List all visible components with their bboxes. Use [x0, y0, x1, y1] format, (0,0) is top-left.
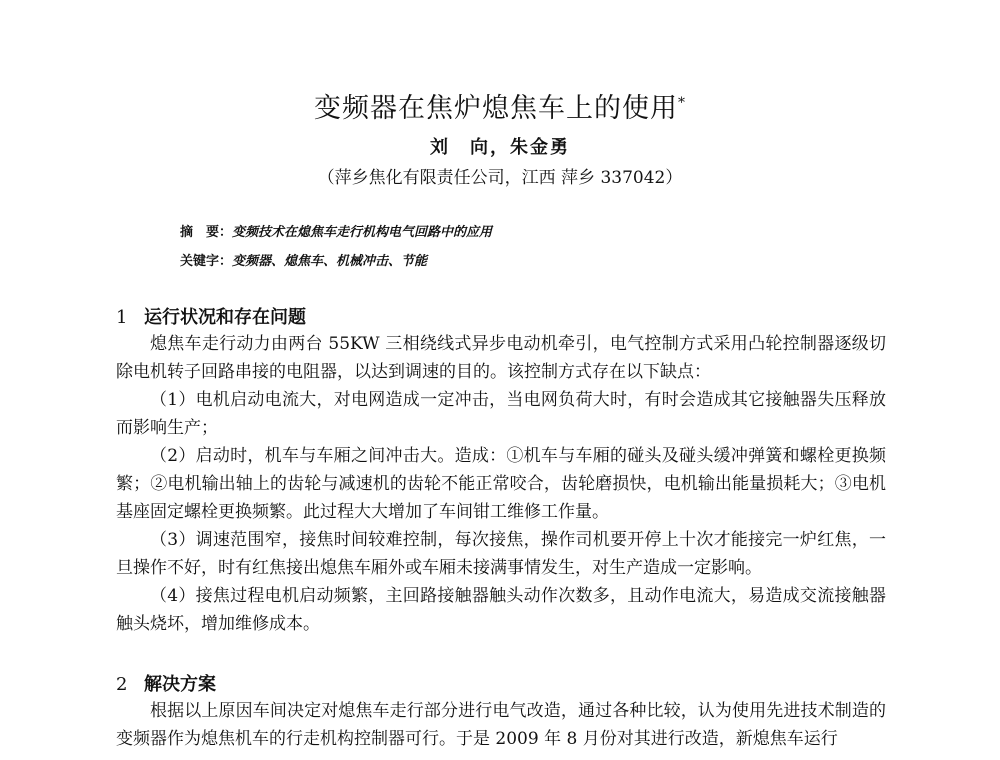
abstract-text: 变频技术在熄焦车走行机构电气回路中的应用: [232, 225, 493, 240]
paragraph: （4）接焦过程电机启动频繁，主回路接触器触头动作次数多，且动作电流大，易造成交流接触器触头烧坏，增加维修成本。: [116, 586, 886, 634]
paragraph: 熄焦车走行动力由两台 55KW 三相绕线式异步电动机牵引，电气控制方式采用凸轮控制器逐级切除电机转子回路串接的电阻器，以达到调速的目的。该控制方式存在以下缺点：: [116, 334, 886, 382]
section-title: 运行状况和存在问题: [144, 307, 306, 328]
keywords: [180, 250, 427, 269]
title-footnote-mark: *: [678, 95, 686, 111]
section-number: 1: [116, 307, 128, 328]
paragraph: （3）调速范围窄，接焦时间较难控制，每次接焦，操作司机要开停上十次才能接完一炉红焦，一旦操作不好，时有红焦接出熄焦车厢外或车厢未接满事情发生，对生产造成一定影响。: [116, 530, 886, 578]
section-heading: [116, 303, 306, 329]
keywords-text: 变频器、熄焦车、机械冲击、节能: [232, 254, 428, 269]
affiliation: （萍乡焦化有限责任公司，江西 萍乡 337042）: [317, 168, 683, 188]
keywords-label: 关键字：: [180, 254, 233, 269]
paragraph: 根据以上原因车间决定对熄焦车走行部分进行电气改造，通过各种比较，认为使用先进技术制造的变频器作为熄焦机车的行走机构控制器可行。于是 2009 年 8 月份对其进行改造，新熄焦车运行: [116, 701, 886, 749]
abstract-label: 摘 要：: [180, 225, 233, 240]
section-title: 解决方案: [144, 674, 216, 695]
paragraph: （1）电机启动电流大，对电网造成一定冲击，当电网负荷大时，有时会造成其它接触器失压释放而影响生产；: [116, 390, 886, 438]
section-number: 2: [116, 674, 128, 695]
paragraph: （2）启动时，机车与车厢之间冲击大。造成：①机车与车厢的碰头及碰头缓冲弹簧和螺栓更换频繁；②电机输出轴上的齿轮与减速机的齿轮不能正常咬合，齿轮磨损快，电机输出能量损耗大；③电机基座固定螺栓更换频繁。此过程大大增加了车间钳工维修工作量。: [116, 446, 886, 522]
abstract: [180, 221, 492, 240]
title-text: 变频器在焦炉熄焦车上的使用: [314, 93, 678, 124]
paper-title: [0, 86, 1000, 125]
authors: 刘 向，朱金勇: [430, 137, 570, 158]
section-heading: [116, 670, 216, 696]
